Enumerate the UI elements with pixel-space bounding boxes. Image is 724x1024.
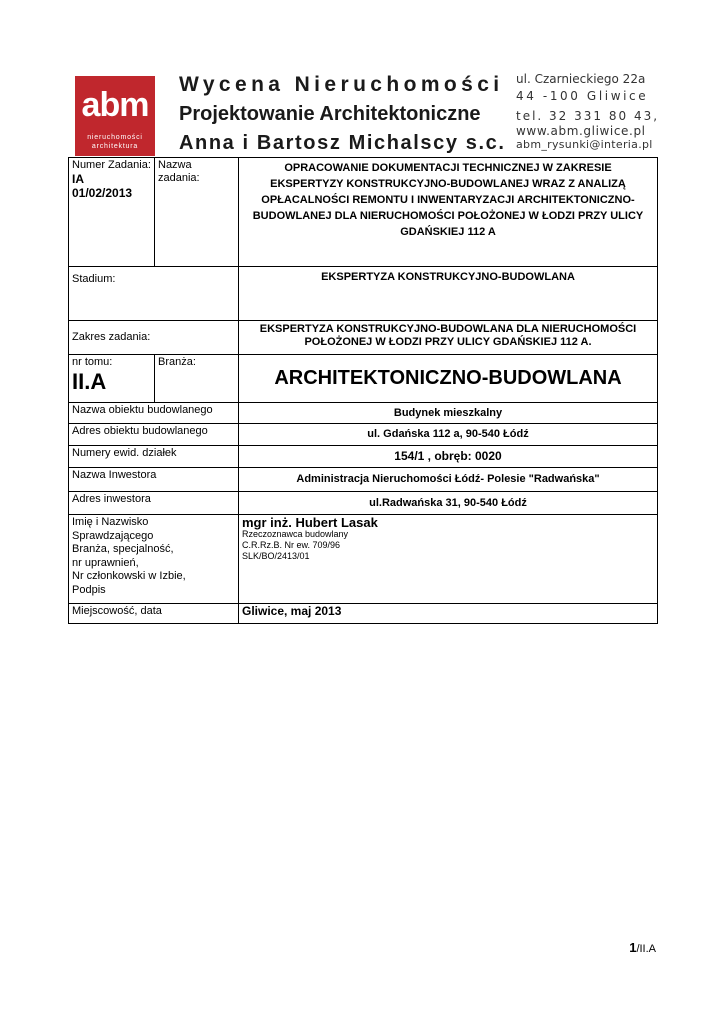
logo-sub-text-1: nieruchomości — [87, 134, 143, 141]
object-name-label: Nazwa obiektu budowlanego — [69, 403, 239, 424]
branch-label: Branża: — [155, 355, 239, 403]
checker-label-4: nr uprawnień, — [72, 556, 139, 569]
checker-line-2: C.R.Rz.B. Nr ew. 709/96 — [242, 540, 341, 550]
contact-city: 44 -100 Gliwice — [516, 89, 649, 103]
plots-value: 154/1 , obręb: 0020 — [239, 446, 658, 468]
investor-address-value: ul.Radwańska 31, 90-540 Łódź — [239, 492, 658, 515]
task-number-cell — [69, 158, 155, 267]
checker-label-cell — [69, 515, 239, 604]
checker-value-cell — [239, 515, 658, 604]
checker-name: mgr inż. Hubert Lasak — [242, 515, 378, 530]
abm-logo — [75, 76, 155, 156]
page-number: 1 — [629, 940, 637, 955]
branch-value: ARCHITEKTONICZNO-BUDOWLANA — [239, 355, 658, 403]
table-row-stage — [69, 267, 658, 321]
contact-email[interactable]: abm_rysunki@interia.pl — [516, 138, 653, 151]
volume-value: II.A — [72, 369, 107, 394]
table-row-checker — [69, 515, 658, 604]
investor-address-label: Adres inwestora — [69, 492, 239, 515]
task-number-value-1: IA — [72, 172, 84, 186]
object-name-value: Budynek mieszkalny — [239, 403, 658, 424]
company-line-3: Anna i Bartosz Michalscy s.c. — [179, 132, 506, 154]
table-row-scope — [69, 321, 658, 355]
contact-street: ul. Czarnieckiego 22a — [516, 72, 646, 86]
volume-cell — [69, 355, 155, 403]
company-line-1: Wycena Nieruchomości — [179, 73, 504, 96]
table-row-investor-address — [69, 492, 658, 515]
contact-phone: tel. 32 331 80 43, — [516, 109, 660, 123]
stage-value: EKSPERTYZA KONSTRUKCYJNO-BUDOWLANA — [239, 267, 658, 321]
task-number-value-2: 01/02/2013 — [72, 186, 133, 200]
table-row-plots — [69, 446, 658, 468]
checker-line-3: SLK/BO/2413/01 — [242, 551, 310, 561]
company-line-2: Projektowanie Architektoniczne — [179, 103, 481, 125]
volume-label: nr tomu: — [72, 356, 113, 368]
checker-label-6: Podpis — [72, 583, 106, 596]
table-row-object-name — [69, 403, 658, 424]
table-row-task — [69, 158, 658, 267]
checker-label-3: Branża, specjalność, — [72, 543, 174, 555]
investor-name-label: Nazwa Inwestora — [69, 468, 239, 492]
page-suffix: /II.A — [636, 943, 656, 955]
stage-label: Stadium: — [69, 267, 239, 321]
plots-label: Numery ewid. działek — [69, 446, 239, 468]
logo-sub-text-2: architektura — [91, 143, 139, 150]
title-page-table — [68, 157, 658, 624]
task-name-label: Nazwa zadania: — [155, 158, 239, 267]
task-number-label: Numer Zadania: — [72, 159, 151, 171]
checker-label-1: Imię i Nazwisko — [72, 516, 149, 528]
table-row-investor-name — [69, 468, 658, 492]
scope-label: Zakres zadania: — [69, 321, 239, 355]
table-row-volume — [69, 355, 658, 403]
table-row-object-address — [69, 424, 658, 446]
investor-name-value: Administracja Nieruchomości Łódź- Polesie "Radwańska" — [239, 468, 658, 492]
page-footer — [629, 940, 656, 955]
contact-website[interactable]: www.abm.gliwice.pl — [516, 124, 646, 138]
place-date-value: Gliwice, maj 2013 — [239, 604, 658, 624]
checker-label-5: Nr członkowski w Izbie, — [72, 570, 186, 582]
document-header — [68, 72, 658, 158]
checker-line-1: Rzeczoznawca budowlany — [242, 529, 349, 539]
contact-block — [516, 72, 658, 152]
company-name-block — [179, 72, 506, 157]
table-row-place-date — [69, 604, 658, 624]
object-address-value: ul. Gdańska 112 a, 90-540 Łódź — [239, 424, 658, 446]
task-name-value: OPRACOWANIE DOKUMENTACJI TECHNICZNEJ W ZAKRESIE EKSPERTYZY KONSTRUKCYJNO-BUDOWLANEJ WRAZ Z ANALIZĄ OPŁACALNOŚCI REMONTU I INWENTARYZACJI ARCHITEKTONICZNO-BUDOWLANEJ DLA NIERUCHOMOŚCI POŁOŻONEJ W ŁODZI PRZY ULICY GDAŃSKIEJ 112 A — [239, 158, 658, 267]
checker-label-2: Sprawdzającego — [72, 529, 154, 542]
object-address-label: Adres obiektu budowlanego — [69, 424, 239, 446]
place-date-label: Miejscowość, data — [69, 604, 239, 624]
logo-main-text: abm — [81, 86, 149, 124]
scope-value: EKSPERTYZA KONSTRUKCYJNO-BUDOWLANA DLA NIERUCHOMOŚCI POŁOŻONEJ W ŁODZI PRZY ULICY GDAŃSKIEJ 112 A. — [239, 321, 658, 355]
